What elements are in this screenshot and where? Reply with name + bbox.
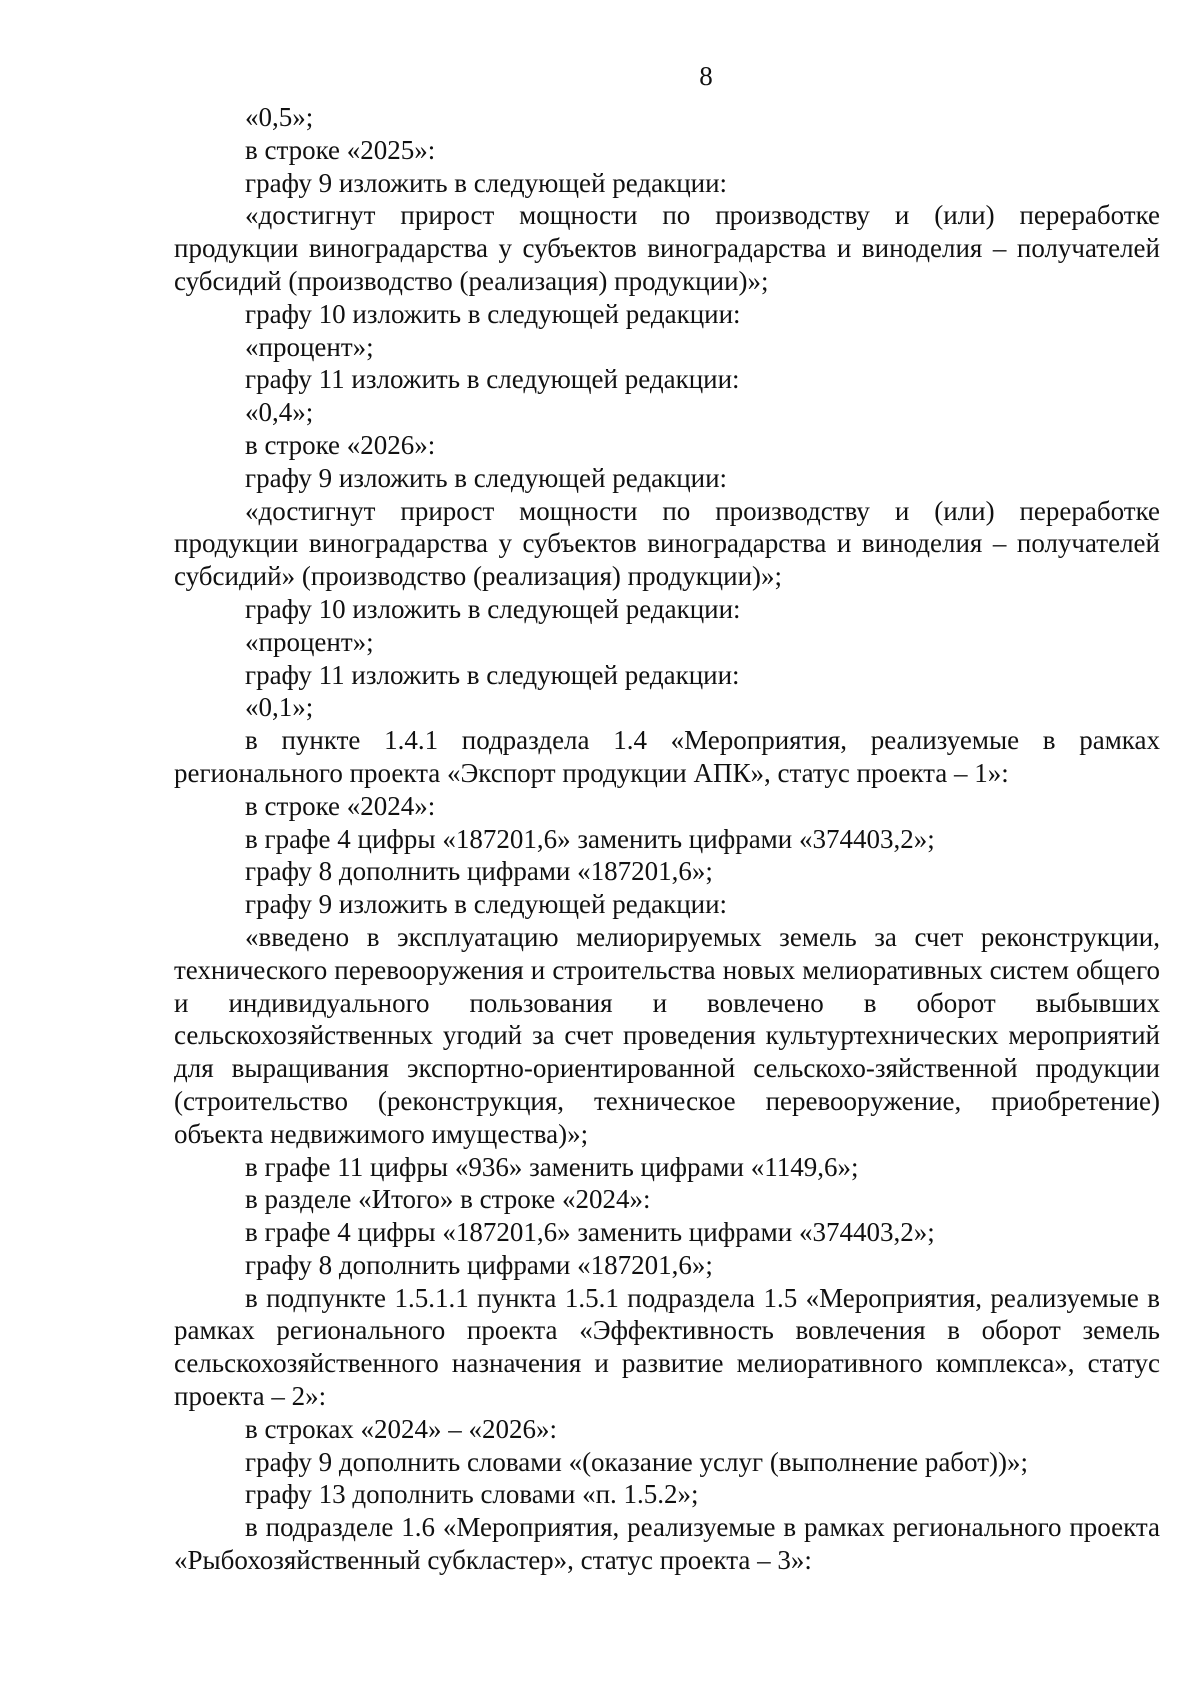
paragraph: «процент»; <box>245 331 374 362</box>
paragraph: «достигнут прирост мощности по производству и (или) переработке продукции виноградарства у субъектов виноградарства и виноделия – получателей субсидий» (производство (реализация) продукции)»; <box>174 495 1160 592</box>
paragraph: в строке «2026»: <box>245 429 436 460</box>
paragraph: в графе 4 цифры «187201,6» заменить цифрами «374403,2»; <box>245 1217 935 1248</box>
page-number: 8 <box>699 61 713 91</box>
paragraph: в подпункте 1.5.1.1 пункта 1.5.1 подраздела 1.5 «Мероприятия, реализуемые в рамках регионального проекта «Эффективность вовлечения в оборот земель сельскохозяйственного назначения и развитие мелиоративного комплекса», статус проекта – 2»: <box>174 1282 1160 1412</box>
paragraph: графу 11 изложить в следующей редакции: <box>245 659 740 690</box>
paragraph: «введено в эксплуатацию мелиорируемых земель за счет реконструкции, технического перевооружения и строительства новых мелиоративных систем общего и индивидуального пользования и вовлечено в оборот выбывших сельскохозяйственных угодий за счет проведения культуртехнических мероприятий для выращивания экспортно-ориентированной сельскохо-зяйственной продукции (строительство (реконструкция, техническое перевооружение, приобретение) объекта недвижимого имущества)»; <box>174 921 1160 1149</box>
paragraph: графу 13 дополнить словами «п. 1.5.2»; <box>245 1479 699 1510</box>
paragraph: «0,4»; <box>245 397 314 428</box>
paragraph: в подразделе 1.6 «Мероприятия, реализуемые в рамках регионального проекта «Рыбохозяйственный субкластер», статус проекта – 3»: <box>174 1512 1160 1576</box>
paragraph: графу 8 дополнить цифрами «187201,6»; <box>245 1249 713 1280</box>
paragraph: в строке «2025»: <box>245 134 436 165</box>
paragraph: «0,1»; <box>245 692 314 723</box>
paragraph: «0,5»; <box>245 102 314 132</box>
paragraph: графу 9 изложить в следующей редакции: <box>245 167 728 198</box>
paragraph: в пункте 1.4.1 подраздела 1.4 «Мероприятия, реализуемые в рамках регионального проекта «Экспорт продукции АПК», статус проекта – 1»: <box>174 725 1160 788</box>
paragraph: в разделе «Итого» в строке «2024»: <box>245 1184 651 1215</box>
paragraph: в строке «2024»: <box>245 790 436 821</box>
paragraph: графу 10 изложить в следующей редакции: <box>245 593 741 624</box>
paragraph: графу 9 изложить в следующей редакции: <box>245 889 728 920</box>
paragraph: графу 8 дополнить цифрами «187201,6»; <box>245 856 713 887</box>
paragraph: в строках «2024» – «2026»: <box>245 1413 558 1444</box>
paragraph: графу 10 изложить в следующей редакции: <box>245 298 741 329</box>
document-body <box>174 101 1160 1577</box>
paragraph: «достигнут прирост мощности по производству и (или) переработке продукции виноградарства у субъектов виноградарства и виноделия – получателей субсидий (производство (реализация) продукции)»; <box>174 200 1160 296</box>
paragraph: в графе 11 цифры «936» заменить цифрами «1149,6»; <box>245 1151 859 1182</box>
paragraph: графу 9 дополнить словами «(оказание услуг (выполнение работ))»; <box>245 1446 1028 1477</box>
paragraph: в графе 4 цифры «187201,6» заменить цифрами «374403,2»; <box>245 823 935 854</box>
paragraph: «процент»; <box>245 626 374 657</box>
paragraph: графу 11 изложить в следующей редакции: <box>245 364 740 395</box>
paragraph: графу 9 изложить в следующей редакции: <box>245 462 728 493</box>
